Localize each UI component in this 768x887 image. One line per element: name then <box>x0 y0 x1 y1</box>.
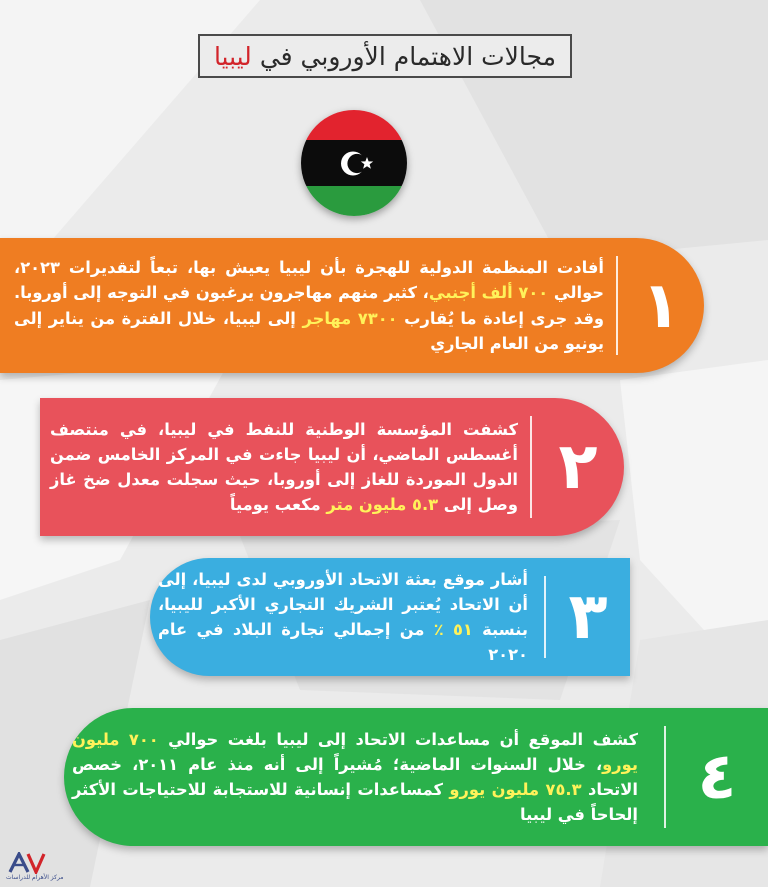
flag-black-stripe <box>301 140 407 187</box>
page-title <box>198 34 572 78</box>
divider <box>664 726 666 828</box>
highlight-value: ٥.٣ مليون متر <box>326 495 439 515</box>
divider <box>616 256 618 355</box>
crescent-star-icon <box>301 140 407 187</box>
divider <box>530 416 532 518</box>
publisher-logo <box>6 852 64 884</box>
item-number: ١ <box>641 268 681 343</box>
item-number: ٢ <box>558 430 598 504</box>
item-text: كشف الموقع أن مساعدات الاتحاد إلى ليبيا بلغت حوالي ٧٠٠ مليون يورو، خلال السنوات الماضية؛ مُشيراً إلى أنه منذ عام ٢٠١١، خصص الاتحاد ٧٥.٣ مليون يورو كمساعدات إنسانية للاستجابة للاحتياجات الأكثر إلحاحاً في ليبيا <box>72 729 639 825</box>
highlight-value: ٧٠٠ ألف أجنبي <box>428 283 549 303</box>
title-text: مجالات الاهتمام الأوروبي في <box>259 41 557 71</box>
info-panel-1 <box>0 238 704 373</box>
item-text: أفادت المنظمة الدولية للهجرة بأن ليبيا يعيش بها، تبعاً لتقديرات ٢٠٢٣، حوالي ٧٠٠ ألف أجنبي، كثير منهم مهاجرون يرغبون في التوجه إلى أوروبا. وقد جرى إعادة ما يُقارب ٧٣٠٠ مهاجر إلى ليبيا، خلال الفترة من يناير إلى يونيو من العام الجاري <box>14 258 605 353</box>
highlight-value: ٧٥.٣ مليون يورو <box>449 780 582 799</box>
item-text: أشار موقع بعثة الاتحاد الأوروبي لدى ليبيا، إلى أن الاتحاد يُعتبر الشريك التجاري الأكبر لليبيا، بنسبة ٥١ ٪ من إجمالي تجارة البلاد في عام ٢٠٢٠ <box>158 569 528 665</box>
logo-mark-icon <box>6 852 48 874</box>
highlight-value: ٧٣٠٠ مهاجر <box>302 308 398 328</box>
info-panel-4 <box>64 708 768 846</box>
divider <box>544 576 546 658</box>
item-number: ٤ <box>697 740 737 814</box>
logo-subtitle: مركز الأهرام للدراسات <box>6 874 64 881</box>
item-number: ٣ <box>568 580 608 654</box>
title-highlight: ليبيا <box>213 41 252 71</box>
info-panel-2 <box>40 398 624 536</box>
info-panel-3 <box>150 558 630 676</box>
highlight-value: ٥١ ٪ <box>433 620 473 639</box>
libya-flag <box>301 110 407 216</box>
highlight-value: ٧٠٠ مليون يورو <box>72 729 638 774</box>
item-text: كشفت المؤسسة الوطنية للنفط في ليبيا، في منتصف أغسطس الماضي، أن ليبيا جاءت في المركز الخامس ضمن الدول الموردة للغاز إلى أوروبا، حيث سجلت معدل ضخ غاز وصل إلى ٥.٣ مليون متر مكعب يومياً <box>50 419 518 515</box>
